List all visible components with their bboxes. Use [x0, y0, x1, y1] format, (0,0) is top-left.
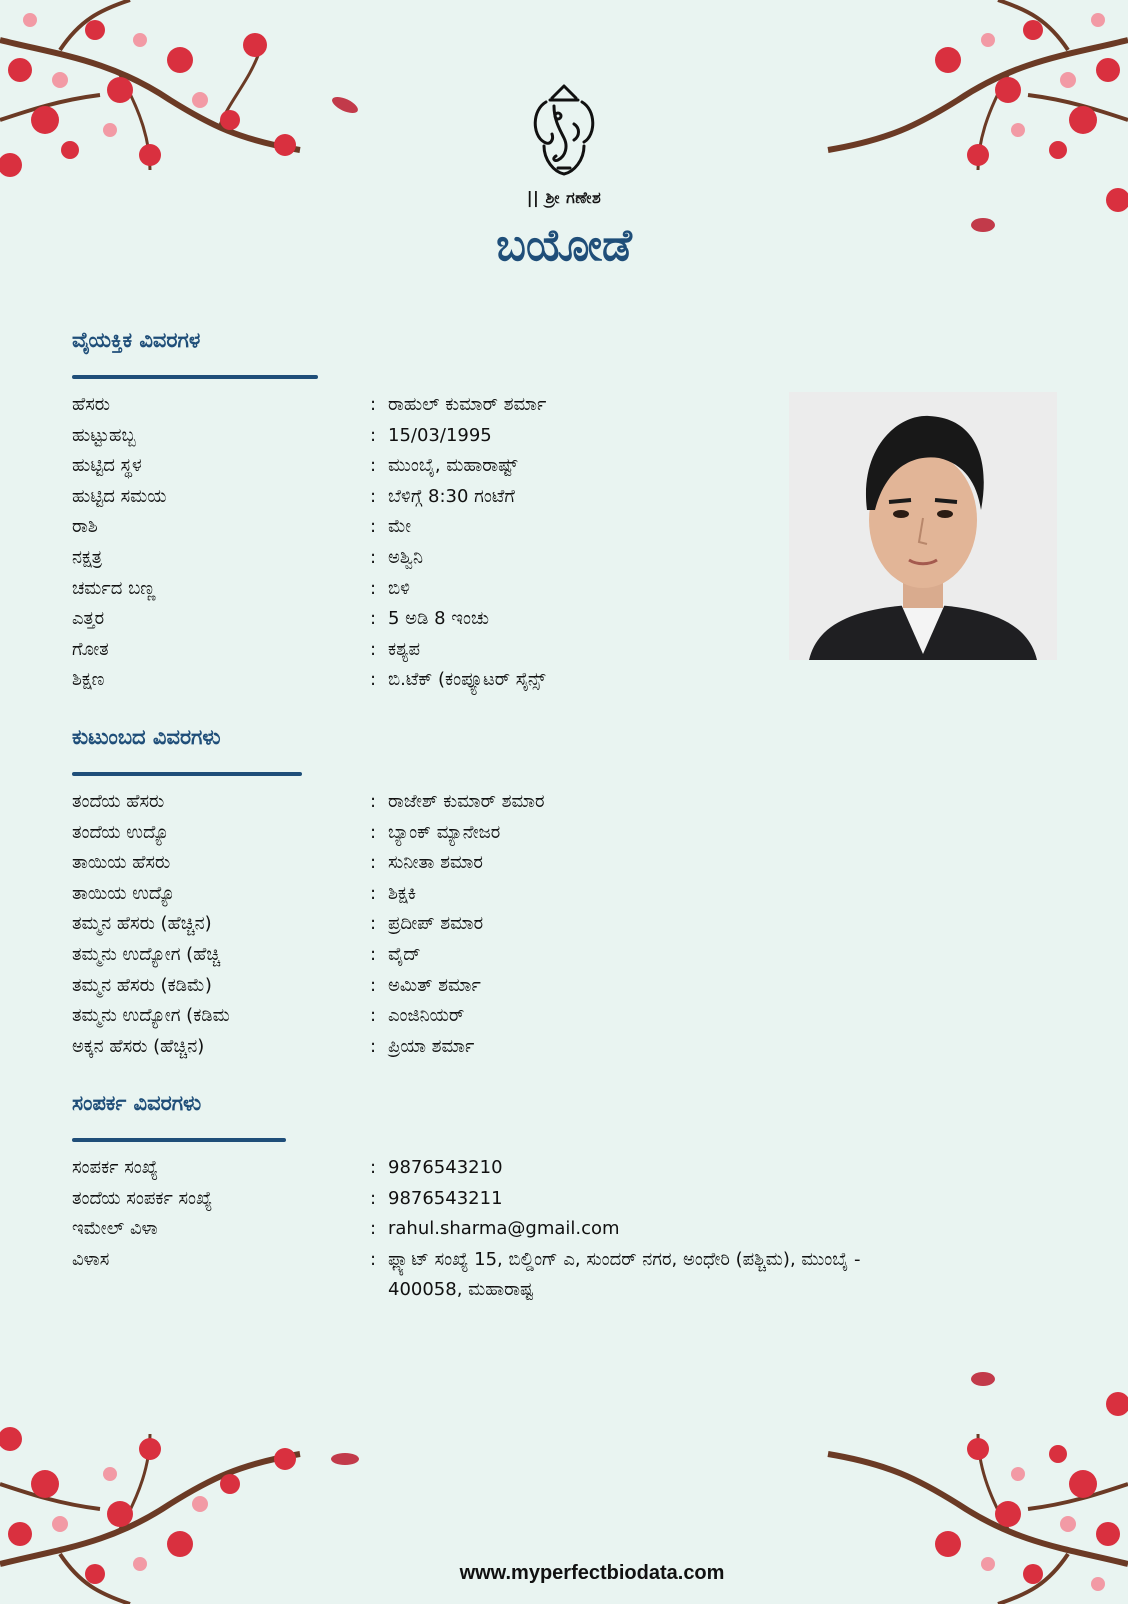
- website-footer: [0, 1562, 1128, 1585]
- detail-value: ಅಮಿತ್ ಶರ್ಮಾ: [388, 974, 481, 996]
- detail-colon: :: [370, 424, 377, 446]
- detail-colon: :: [370, 577, 377, 599]
- detail-value: 9876543210: [388, 1157, 503, 1178]
- detail-label: ರಾಶಿ: [72, 516, 98, 538]
- detail-colon: :: [370, 943, 377, 965]
- detail-label: ತಾಯಿಯ ಉದ್ಯೊ: [72, 882, 176, 904]
- detail-value: ಮೇ: [388, 516, 412, 538]
- detail-value: ಸುನೀತಾ ಶಮಾರ: [388, 852, 483, 874]
- detail-colon: :: [370, 1248, 377, 1270]
- detail-label: ಶಿಕ್ಷಣ: [72, 669, 105, 691]
- detail-label: ತಂದೆಯ ಹೆಸರು: [72, 791, 165, 812]
- detail-value: ಮುಂಬೈ, ಮಹಾರಾಷ್ಟ್: [388, 455, 518, 477]
- section-divider: [72, 375, 318, 379]
- detail-label: ಎತ್ತರ: [72, 608, 105, 630]
- detail-colon: :: [370, 608, 377, 630]
- detail-value: ರಾಹುಲ್ ಕುಮಾರ್ ಶರ್ಮಾ: [388, 394, 547, 415]
- detail-colon: :: [370, 485, 377, 507]
- detail-label: ತಮ್ಮನ ಹೆಸರು (ಹೆಚ್ಚಿನ): [72, 913, 212, 935]
- detail-value: 15/03/1995: [388, 424, 492, 446]
- detail-colon: :: [370, 882, 377, 904]
- detail-colon: :: [370, 516, 377, 538]
- section-divider: [72, 772, 302, 776]
- detail-value: ಶಿಕ್ಷಕಿ: [388, 882, 417, 904]
- detail-label: ಅಕ್ಕನ ಹೆಸರು (ಹೆಚ್ಚಿನ): [72, 1035, 205, 1057]
- detail-value: 5 ಅಡಿ 8 ಇಂಚು: [388, 608, 489, 630]
- detail-label: ಹುಟ್ಟುಹಬ್ಬ: [72, 424, 136, 446]
- detail-colon: :: [370, 1187, 377, 1209]
- detail-label: ಗೋತ: [72, 638, 109, 660]
- detail-value: ಪ್ರದೀಪ್ ಶಮಾರ: [388, 913, 484, 935]
- detail-colon: :: [370, 791, 377, 812]
- detail-label: ಸಂಪರ್ಕ ಸಂಖ್ಯೆ: [72, 1157, 159, 1178]
- detail-label: ಹೆಸರು: [72, 394, 110, 415]
- section-title-contact: ಸಂಪರ್ಕ ವಿವರಗಳು: [72, 1091, 202, 1115]
- detail-value: ಕಶ್ಯಪ: [388, 638, 420, 660]
- detail-value: ಎಂಜಿನಿಯರ್: [388, 1005, 465, 1027]
- detail-value: ಬೆಳಿಗ್ಗೆ 8:30 ಗಂಟೆಗೆ: [388, 485, 515, 507]
- website-url: www.myperfectbiodata.com: [459, 1562, 725, 1584]
- detail-colon: :: [370, 669, 377, 691]
- detail-colon: :: [370, 546, 377, 568]
- detail-value: ರಾಜೇಶ್ ಕುಮಾರ್ ಶಮಾರ: [388, 791, 545, 812]
- detail-label: ತಮ್ಮನ ಹೆಸರು (ಕಡಿಮೆ): [72, 974, 212, 996]
- detail-value: ಬ್ಯಾಂಕ್ ಮ್ಯಾನೇಜರ: [388, 821, 501, 843]
- detail-colon: :: [370, 1005, 377, 1027]
- detail-colon: :: [370, 1035, 377, 1057]
- detail-label: ತಾಯಿಯ ಹೆಸರು: [72, 852, 171, 874]
- biodata-header: [0, 80, 1128, 271]
- detail-value: ಬಿಳಿ: [388, 577, 410, 599]
- invocation-text: || ಶ್ರೀ ಗಣೇಶ: [526, 188, 602, 207]
- detail-colon: :: [370, 821, 377, 843]
- detail-colon: :: [370, 638, 377, 660]
- profile-photo: [789, 392, 1057, 660]
- detail-label: ತಮ್ಮನು ಉದ್ಯೋಗ (ಹೆಚ್ಚಿ: [72, 943, 221, 965]
- detail-label: ಹುಟ್ಟಿದ ಸಮಯ: [72, 485, 167, 507]
- detail-label: ಇಮೇಲ್ ವಿಳಾ: [72, 1218, 158, 1240]
- section-title-family: ಕುಟುಂಬದ ವಿವರಗಳು: [72, 725, 221, 749]
- detail-value: ಬಿ.ಟೆಕ್ (ಕಂಪ್ಯೂಟರ್ ಸೈನ್ಸ್: [388, 669, 546, 691]
- section-divider: [72, 1138, 286, 1142]
- detail-label: ಹುಟ್ಟಿದ ಸ್ಥಳ: [72, 455, 142, 477]
- detail-colon: :: [370, 1157, 377, 1178]
- detail-label: ತಮ್ಮನು ಉದ್ಯೋಗ (ಕಡಿಮ: [72, 1005, 230, 1027]
- detail-value: ಪ್ರಿಯಾ ಶರ್ಮಾ: [388, 1035, 475, 1057]
- detail-colon: :: [370, 974, 377, 996]
- detail-label: ಚರ್ಮದ ಬಣ್ಣ: [72, 577, 156, 599]
- detail-label: ತಂದೆಯ ಉದ್ಯೊ: [72, 821, 170, 843]
- detail-colon: :: [370, 852, 377, 874]
- detail-value: rahul.sharma@gmail.com: [388, 1218, 620, 1240]
- detail-colon: :: [370, 394, 377, 415]
- page-title: ಬಯೋಡೆ: [496, 220, 632, 271]
- detail-label: ವಿಳಾಸ: [72, 1248, 110, 1270]
- detail-colon: :: [370, 455, 377, 477]
- detail-label: ತಂದೆಯ ಸಂಪರ್ಕ ಸಂಖ್ಯೆ: [72, 1187, 213, 1209]
- detail-value: ಫ್ಲ್ಯಾಟ್ ಸಂಖ್ಯೆ 15, ಬಿಲ್ಡಿಂಗ್ ಎ, ಸುಂದರ್ ನಗರ, ಅಂಧೇರಿ (ಪಶ್ಚಿಮ), ಮುಂಬೈ - 400058, ಮಹಾರಾಷ್ಟ: [388, 1248, 861, 1301]
- detail-value: 9876543211: [388, 1187, 503, 1209]
- detail-value: ವೈದ್: [388, 943, 421, 965]
- section-title-personal: ವೈಯಕ್ತಿಕ ವಿವರಗಳ: [72, 328, 201, 352]
- detail-colon: :: [370, 1218, 377, 1240]
- detail-label: ನಕ್ಷತ್ರ: [72, 546, 103, 568]
- detail-colon: :: [370, 913, 377, 935]
- detail-value: ಅಶ್ವಿನಿ: [388, 546, 423, 568]
- ganesha-icon: [524, 80, 604, 180]
